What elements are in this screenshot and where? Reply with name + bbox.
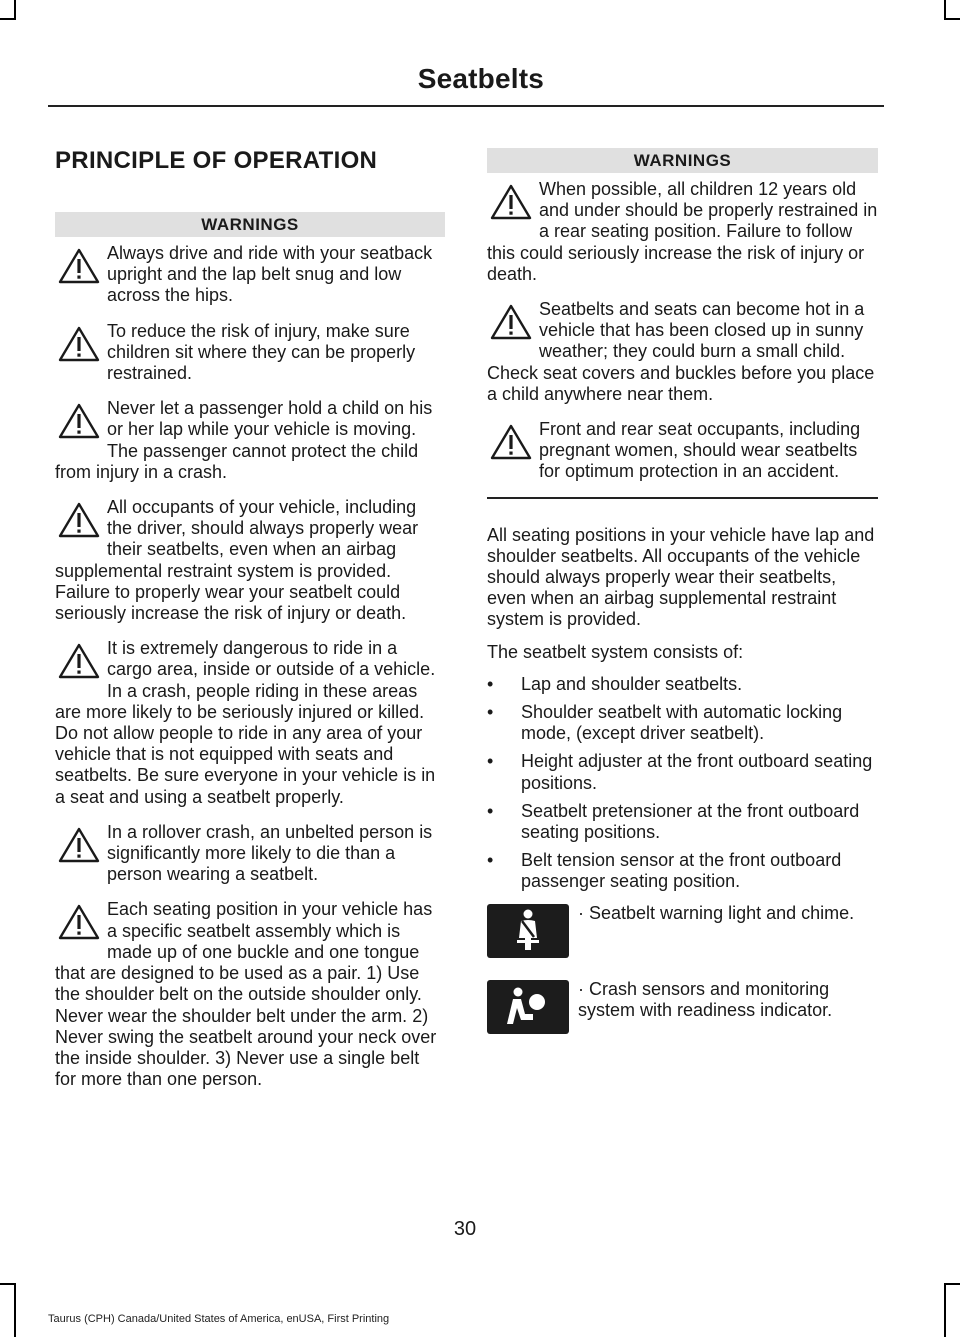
- warnings-header: WARNINGS: [487, 148, 878, 173]
- warning-item: [55, 243, 445, 307]
- list-item-text: Seatbelt pretensioner at the front outboard seating positions.: [521, 800, 860, 843]
- list-item: [487, 674, 878, 695]
- crop-mark: [0, 1283, 16, 1285]
- warning-triangle-icon: [487, 419, 539, 482]
- bullet: •: [487, 673, 494, 694]
- warning-triangle-icon: [55, 243, 107, 306]
- warning-triangle-icon: [55, 638, 107, 701]
- warning-triangle-icon: [55, 398, 107, 461]
- component-list: [487, 674, 878, 893]
- left-column: [55, 143, 445, 1104]
- list-item-text: Belt tension sensor at the front outboard passenger seating position.: [521, 850, 842, 892]
- crop-mark: [0, 18, 16, 20]
- warning-text: When possible, all children 12 years old and under should be properly restrained in a rear seating position. Failure to follow this could seriously increase the risk of injury or death.: [487, 179, 878, 284]
- warning-item: [487, 419, 878, 483]
- indicator-row: [487, 901, 878, 969]
- warning-text: Front and rear seat occupants, including pregnant women, should wear seatbelts for optimum protection in an accident.: [539, 419, 861, 482]
- intro-paragraph: All seating positions in your vehicle have lap and shoulder seatbelts. All occupants of the vehicle should always properly wear their seatbelts, even when an airbag supplemental restraint system is provided.: [487, 524, 875, 630]
- bullet: •: [487, 702, 494, 723]
- list-item: [487, 702, 878, 744]
- warning-text: To reduce the risk of injury, make sure children sit where they can be properly restrained.: [107, 320, 416, 384]
- warning-text: Always drive and ride with your seatback upright and the lap belt snug and low across the hips.: [107, 243, 433, 306]
- warnings-header: WARNINGS: [55, 212, 445, 237]
- list-item-text: Shoulder seatbelt with automatic locking mode, (except driver seatbelt).: [521, 702, 843, 744]
- list-item-text: Height adjuster at the front outboard seating positions.: [521, 751, 873, 793]
- warning-item: [487, 299, 878, 405]
- crop-mark: [944, 1283, 960, 1285]
- warning-text: In a rollover crash, an unbelted person is significantly more likely to die than a person wearing a seatbelt.: [107, 821, 433, 885]
- crop-mark: [14, 0, 16, 18]
- section-heading: PRINCIPLE OF OPERATION: [55, 147, 378, 174]
- warning-item: [55, 398, 445, 483]
- warning-text: It is extremely dangerous to ride in a cargo area, inside or outside of a vehicle. In a crash, people riding in these areas are more likely to be seriously injured or killed. Do not allow people to ride in any area of your vehicle that is not equipped with seats and seatbelts. Be sure everyone in your vehicle is in a seat and using a seatbelt properly.: [55, 638, 436, 807]
- section-title: Seatbelts: [417, 63, 544, 94]
- crop-mark: [944, 1283, 946, 1337]
- bullet: •: [487, 751, 494, 772]
- list-item: [487, 801, 878, 843]
- warning-text: Seatbelts and seats can become hot in a vehicle that has been closed up in sunny weather; they could burn a small child. Check seat covers and buckles before you place a child anywhere near them.: [487, 299, 875, 404]
- warning-triangle-icon: [55, 321, 107, 384]
- header-rule: [48, 105, 884, 107]
- warning-triangle-icon: [487, 299, 539, 362]
- list-item-text: Lap and shoulder seatbelts.: [521, 673, 743, 694]
- indicator-text: · Seatbelt warning light and chime.: [578, 902, 855, 923]
- crop-mark: [944, 18, 960, 20]
- seatbelt-warning-icon: [487, 904, 569, 958]
- airbag-readiness-icon: [487, 980, 569, 1034]
- crop-mark: [944, 0, 946, 18]
- warning-item: [55, 899, 445, 1090]
- warning-item: [487, 179, 878, 285]
- list-item: [487, 850, 878, 892]
- warning-item: [55, 321, 445, 385]
- right-column: [487, 143, 878, 1045]
- warning-text: Each seating position in your vehicle has a specific seatbelt assembly which is made up of one buckle and one tongue that are designed to be used as a pair. 1) Use the shoulder belt on the outside shoulder only. Never wear the shoulder belt under the arm. 2) Never swing the seatbelt around your neck over the inside shoulder. 3) Never use a single belt for more than one person.: [55, 899, 437, 1090]
- warning-triangle-icon: [55, 822, 107, 885]
- list-item: [487, 751, 878, 793]
- warnings-end-rule: [487, 497, 878, 499]
- warning-item: [55, 822, 445, 886]
- system-intro: The seatbelt system consists of:: [487, 641, 744, 662]
- bullet: •: [487, 850, 494, 871]
- indicator-row: [487, 977, 878, 1045]
- warning-triangle-icon: [55, 497, 107, 560]
- publication-footer: Taurus (CPH) Canada/United States of America, enUSA, First Printing: [48, 1313, 390, 1325]
- warning-text: Never let a passenger hold a child on his or her lap while your vehicle is moving. The passenger cannot protect the child from injury in a crash.: [55, 398, 433, 482]
- warning-triangle-icon: [55, 899, 107, 962]
- bullet: •: [487, 800, 494, 821]
- crop-mark: [14, 1283, 16, 1337]
- warning-item: [55, 638, 445, 808]
- warning-triangle-icon: [487, 179, 539, 242]
- indicator-text: · Crash sensors and monitoring system with readiness indicator.: [578, 978, 833, 1020]
- warning-text: All occupants of your vehicle, including the driver, should always properly wear their seatbelts, even when an airbag supplemental restraint system is provided. Failure to properly wear your seatbelt could seriously increase the risk of injury or death.: [55, 497, 419, 624]
- warning-item: [55, 497, 445, 624]
- page-number: 30: [453, 1218, 477, 1240]
